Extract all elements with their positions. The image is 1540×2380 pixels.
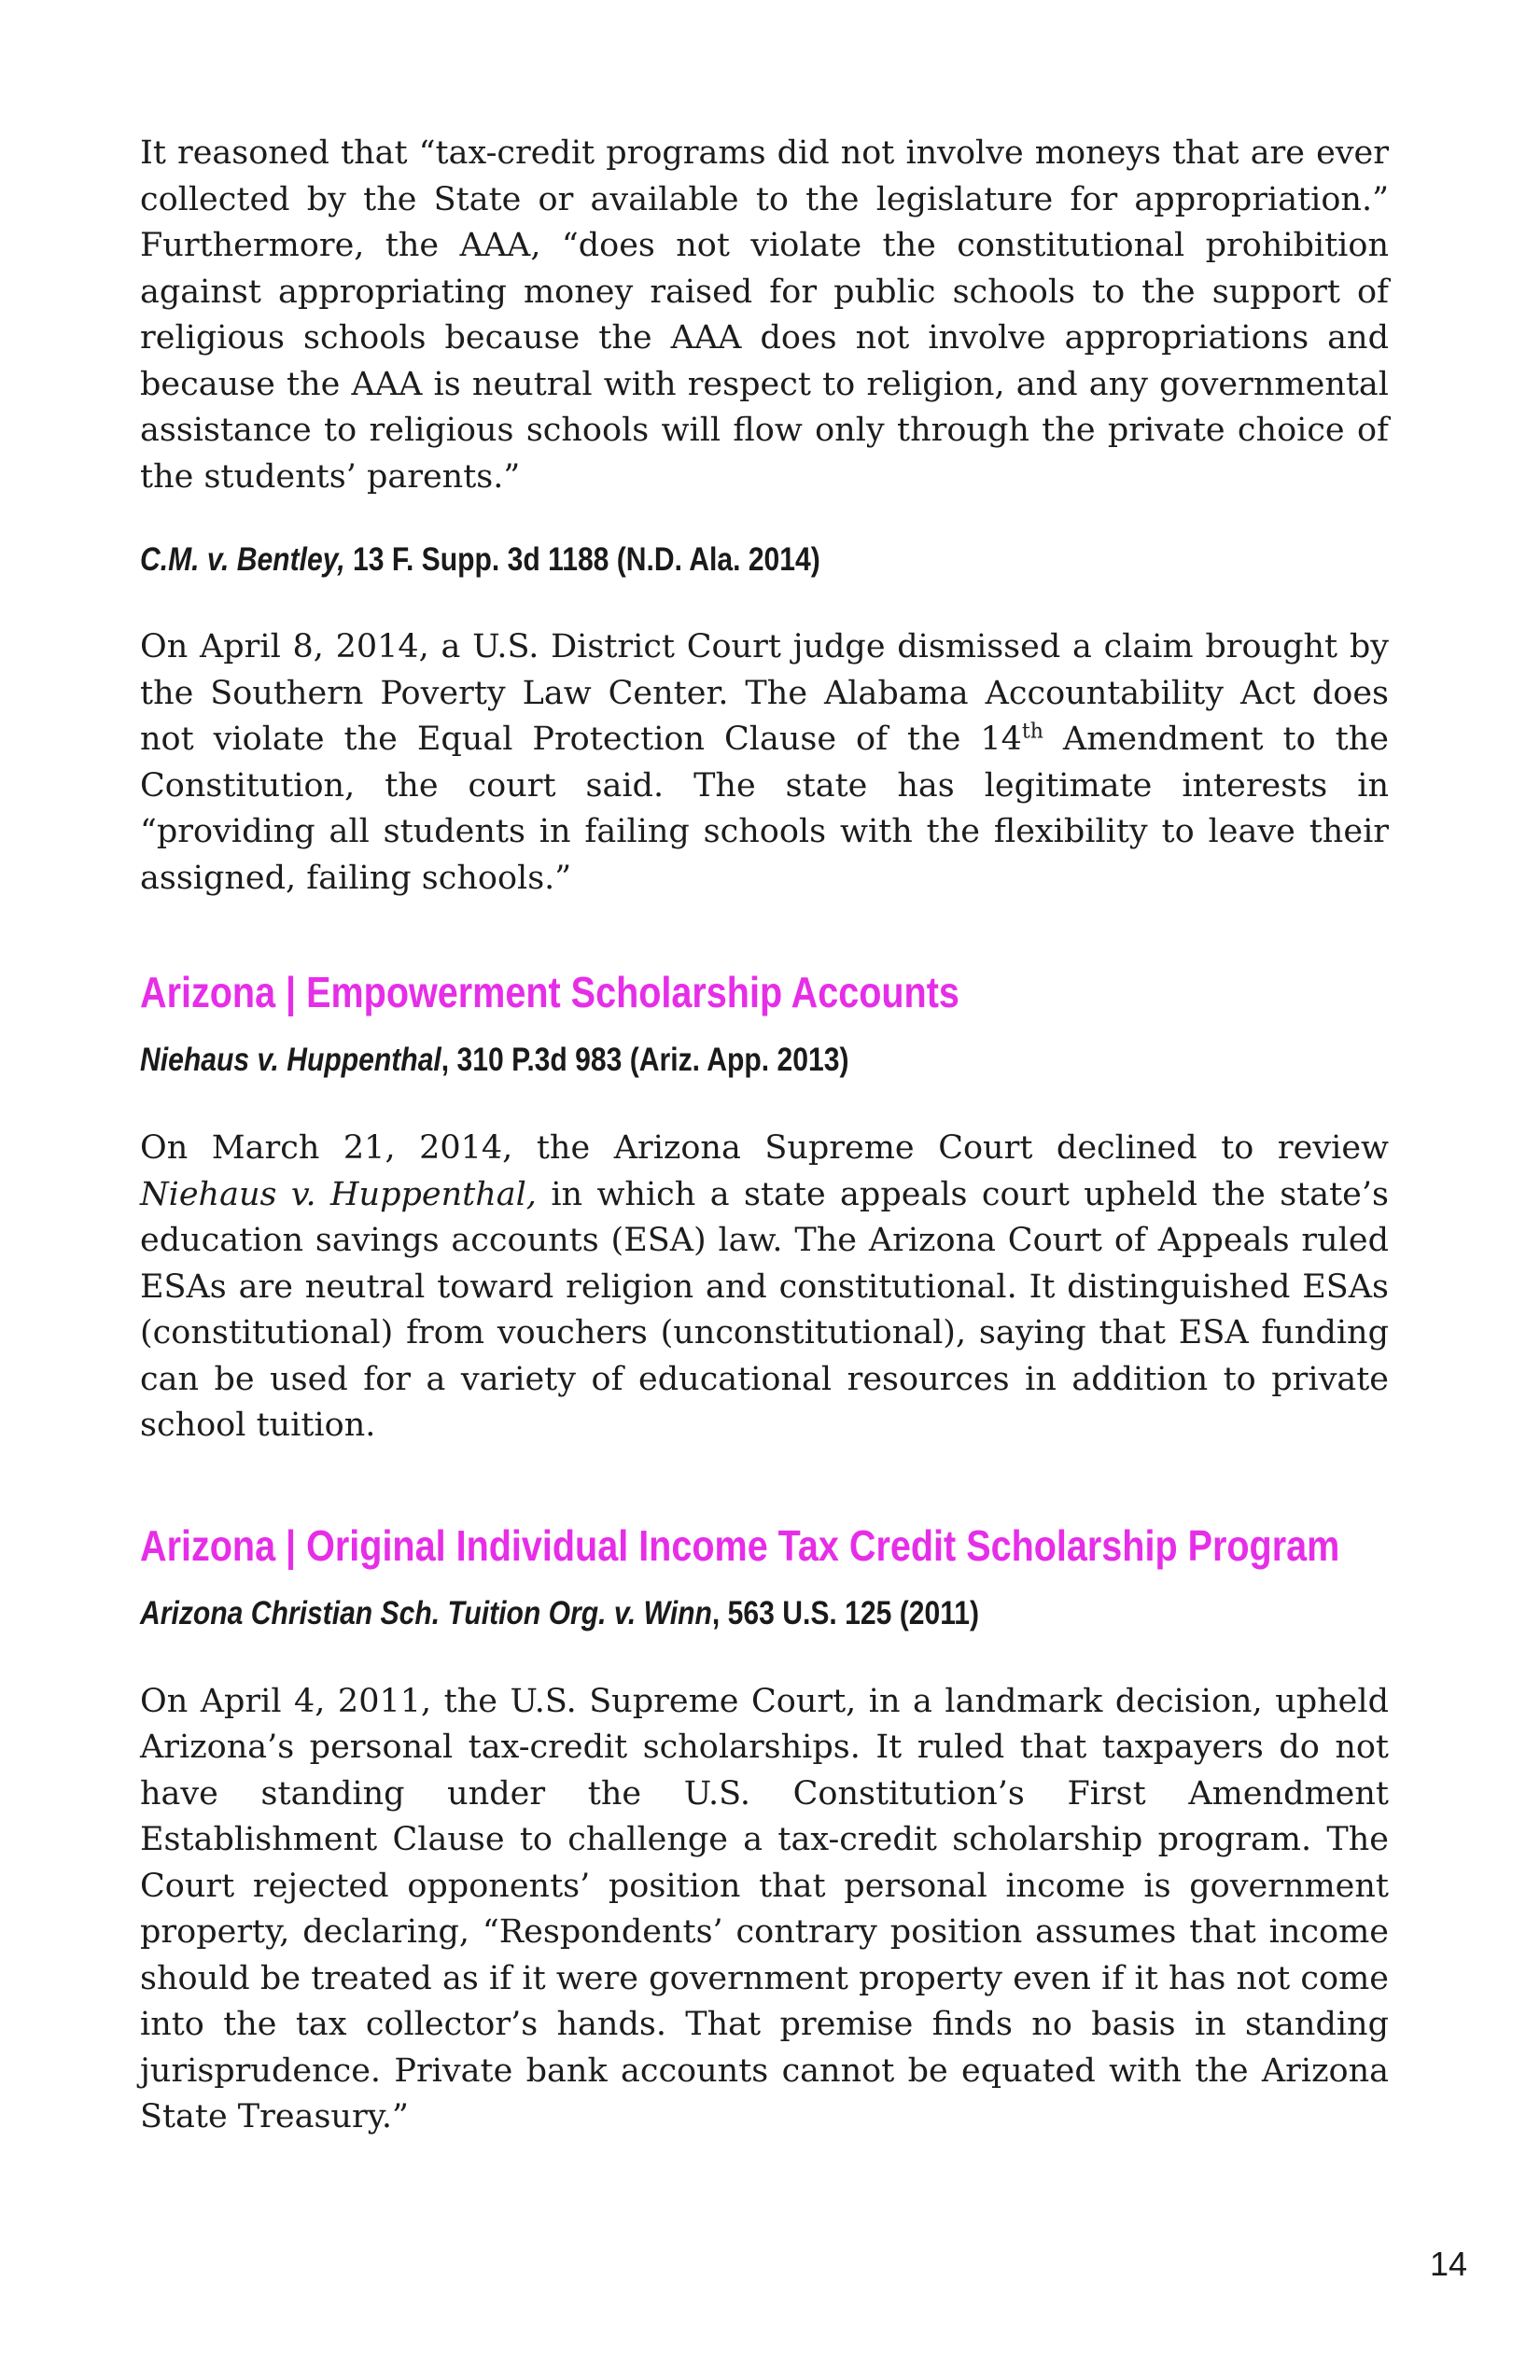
case-citation-niehaus — [140, 1040, 1214, 1081]
case-cite: 13 F. Supp. 3d 1188 (N.D. Ala. 2014) — [344, 541, 820, 578]
intro-paragraph: It reasoned that “tax-credit programs did not involve moneys that are ever collected by the State or available to the legislature for appropriation.” Furthermore, the AAA, “does not violate the constitutional prohibition against appropriating money raised for public schools to the support of religious schools because the AAA does not involve appropriations and because the AAA is neutral with respect to religion, and any governmental assistance to religious schools will flow only through the private choice of the students’ parents.” — [140, 134, 1389, 496]
summary-text-part2: in which a state appeals court upheld the state’s education savings accounts (ESA) law. The Arizona Court of Appeals ruled ESAs are neutral toward religion and constitutional. It distinguished ESAs (constitutional) from vouchers (unconstitutional), saying that ESA funding can be used for a variety of educational resources in addition to private school tuition. — [140, 1175, 1389, 1444]
case-citation-winn — [140, 1593, 1214, 1634]
case-cite: , 563 U.S. 125 (2011) — [711, 1594, 980, 1631]
page-number: 14 — [1429, 2245, 1467, 2283]
case-summary-niehaus — [140, 1126, 1389, 1449]
summary-text-part1: On April 8, 2014, a U.S. District Court judge dismissed a claim brought by the Southern Poverty Law Center. The Alabama Accountability Act does not violate the Equal Protection Clause of the 14 — [140, 628, 1389, 758]
case-name: Arizona Christian Sch. Tuition Org. v. Winn — [140, 1594, 712, 1631]
section-heading-esa: Arizona | Empowerment Scholarship Accounts — [140, 968, 959, 1016]
case-summary-winn: On April 4, 2011, the U.S. Supreme Court, in a landmark decision, upheld Arizona’s personal tax-credit scholarships. It ruled that taxpayers do not have standing under the U.S. Constitution’s First Amendment Establishment Clause to challenge a tax-credit scholarship program. The Court rejected opponents’ position that personal income is government property, declaring, “Respondents’ contrary position assumes that income should be treated as if it were government property even if it has not come into the tax collector’s hands. That premise finds no basis in standing jurisprudence. Private bank accounts cannot be equated with the Arizona State Treasury.” — [140, 1682, 1389, 2135]
case-citation-bentley — [140, 539, 1214, 581]
summary-text-part2: Amendment to the Constitution, the court said. The state has legitimate interests in “providing all students in failing schools with the flexibility to leave their assigned, failing schools.” — [140, 721, 1390, 897]
case-cite: , 310 P.3d 983 (Ariz. App. 2013) — [441, 1042, 849, 1078]
section-heading-tax-credit: Arizona | Original Individual Income Tax Credit Scholarship Program — [140, 1520, 1340, 1570]
case-name: C.M. v. Bentley, — [140, 541, 345, 578]
ordinal-suffix: th — [1021, 720, 1043, 744]
page-content — [140, 131, 1389, 2141]
case-name: Niehaus v. Huppenthal — [140, 1042, 441, 1078]
summary-case-name: Niehaus v. Huppenthal, — [140, 1175, 537, 1213]
summary-text-part1: On March 21, 2014, the Arizona Supreme Court declined to review — [140, 1129, 1389, 1167]
case-summary-bentley — [140, 624, 1389, 902]
